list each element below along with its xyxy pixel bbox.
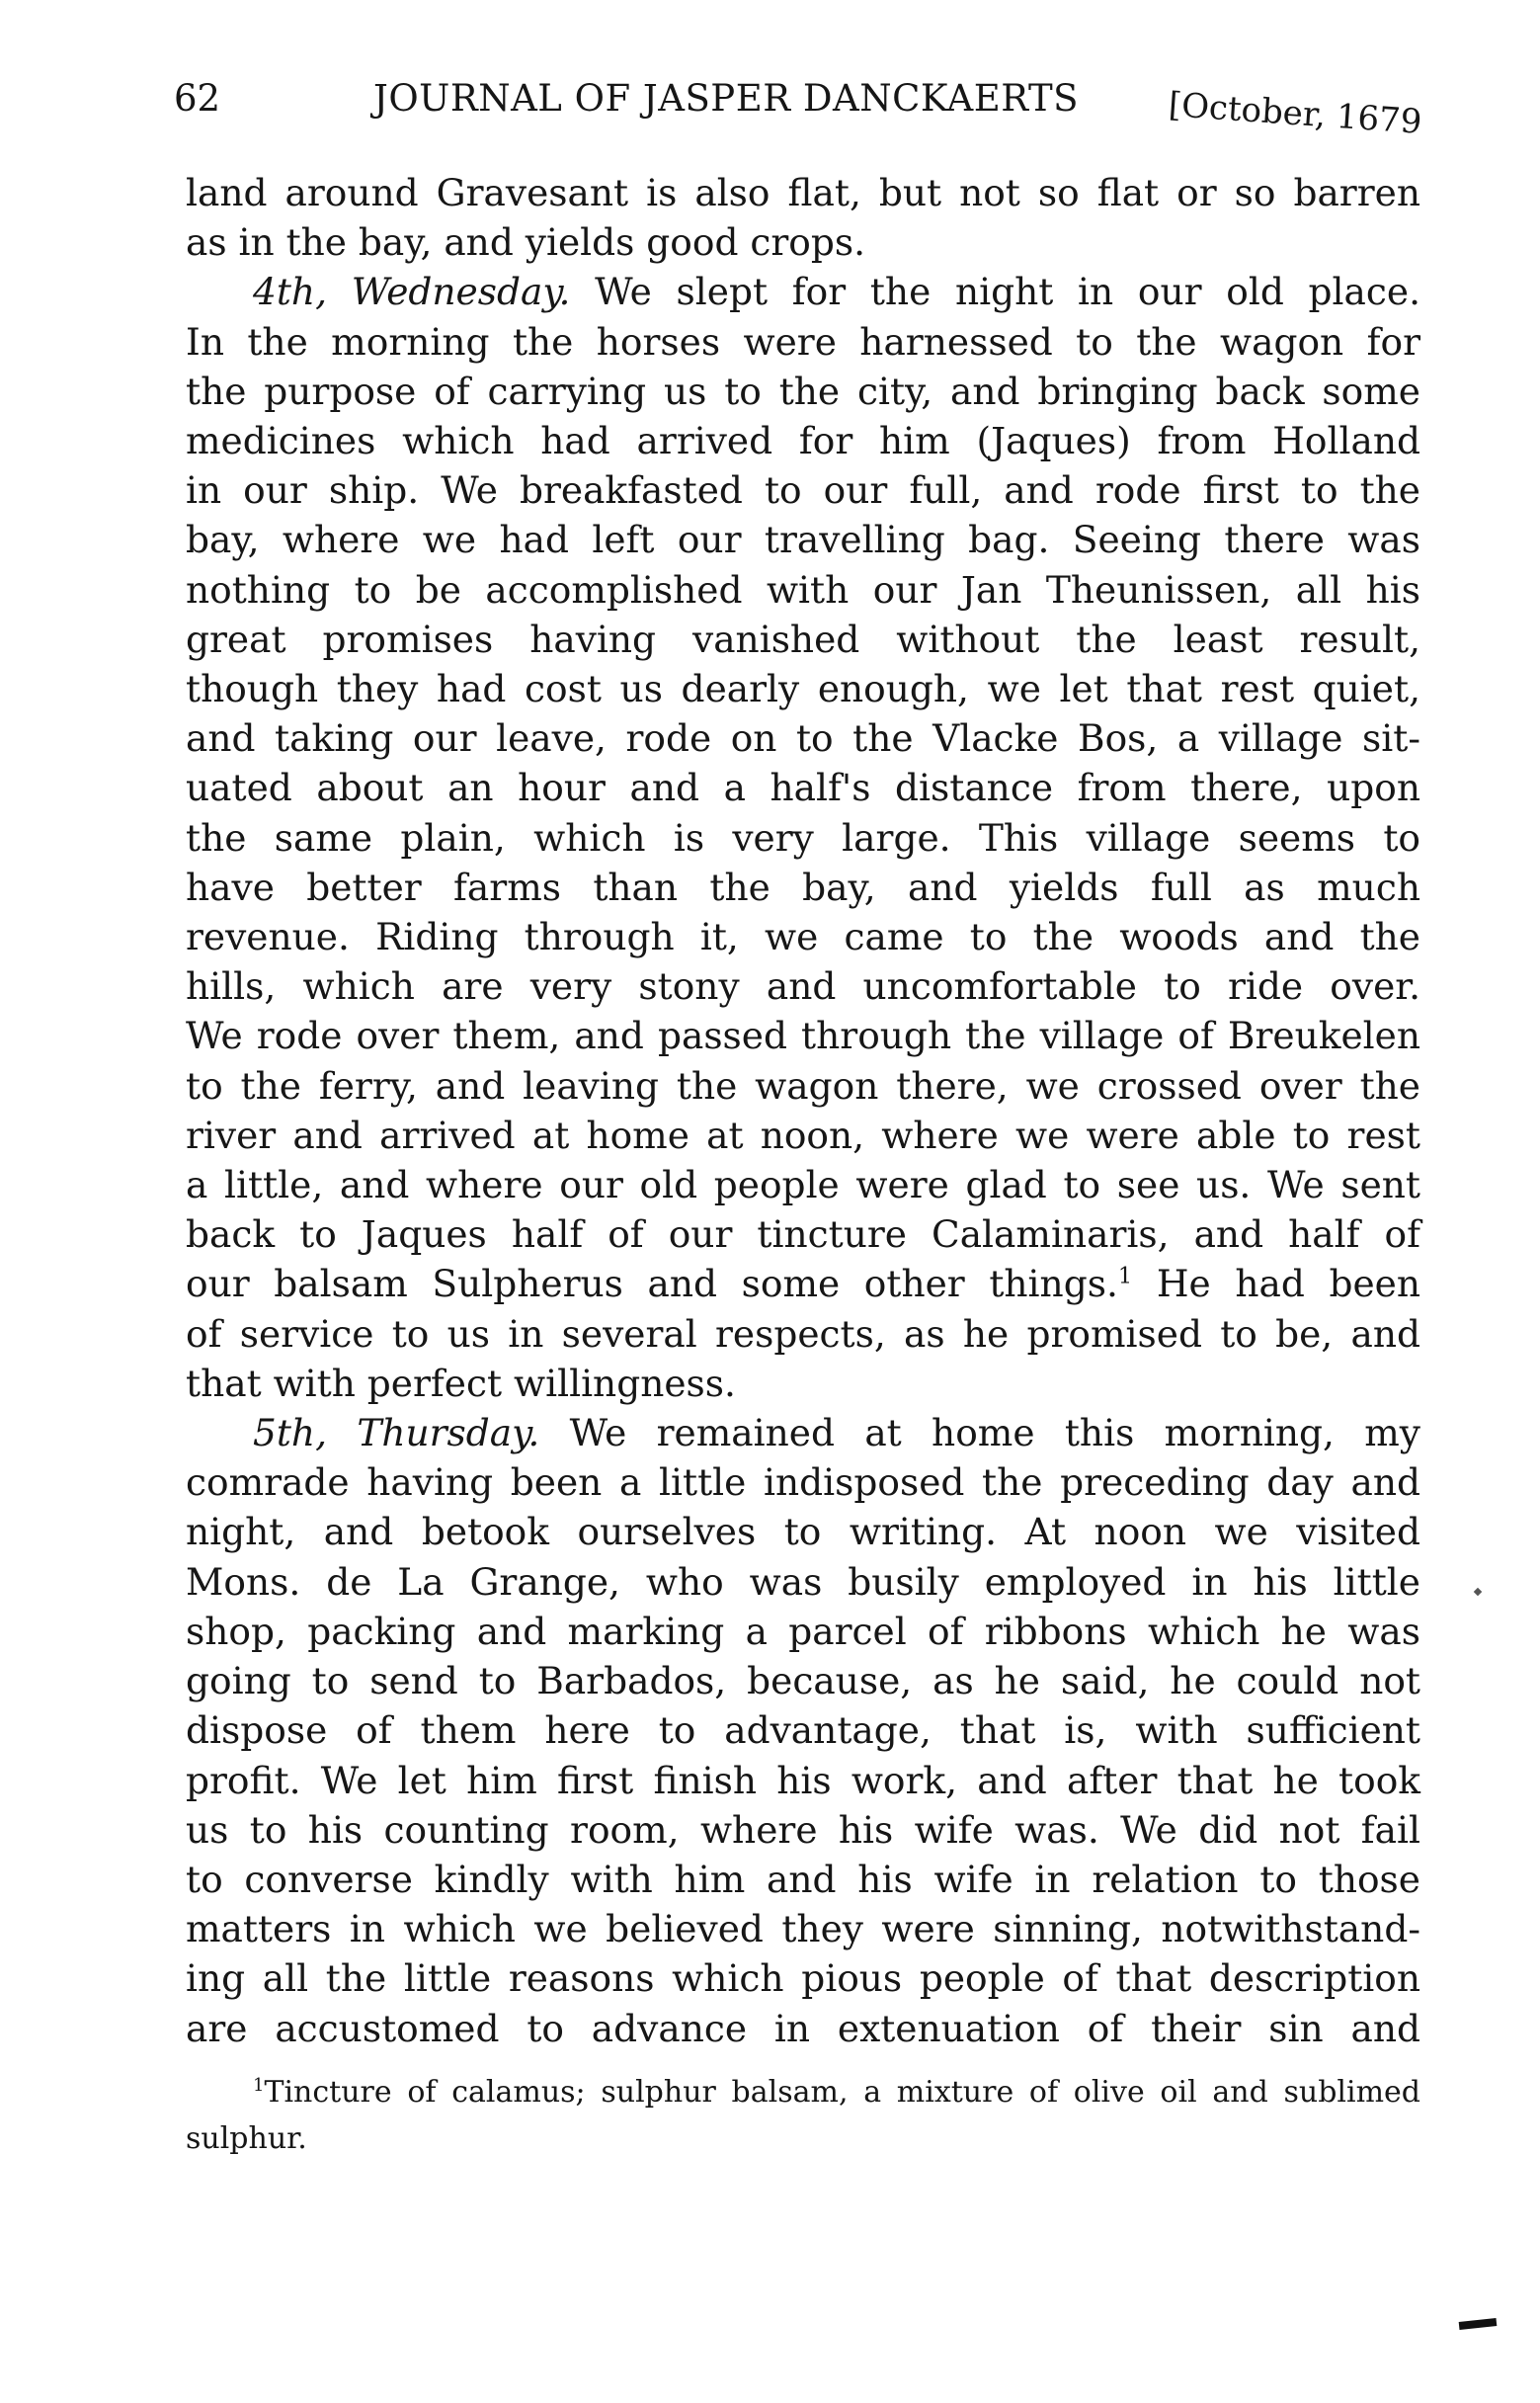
text-line: matters in which we believed they were sinning, notwithstand- xyxy=(186,1907,1420,1951)
text-line: as in the bay, and yields good crops. xyxy=(186,220,866,265)
footnote-line: sulphur. xyxy=(186,2120,307,2156)
text-fragment: our balsam Sulpherus and some other things. xyxy=(186,1262,1118,1306)
text-line: We rode over them, and passed through the village of Breukelen xyxy=(186,1014,1420,1058)
text-line: are accustomed to advance in extenuation of their sin and xyxy=(186,2006,1420,2050)
text-fragment: We remained at home this morning, my xyxy=(539,1411,1420,1455)
entry-date-label: 4th, Wednesday. xyxy=(253,270,571,314)
text-line: profit. We let him first finish his work, and after that he took xyxy=(186,1758,1420,1802)
text-line: uated about an hour and a half's distance from there, upon xyxy=(186,766,1420,810)
date-range: [October, 1679 xyxy=(1167,85,1423,142)
text-line: night, and betook ourselves to writing. At noon we visited xyxy=(186,1510,1420,1554)
text-line: to the ferry, and leaving the wagon there, we crossed over the xyxy=(186,1063,1420,1108)
text-line: bay, where we had left our travelling bag. Seeing there was xyxy=(186,518,1420,562)
text-line: a little, and where our old people were glad to see us. We sent xyxy=(186,1163,1420,1207)
stray-ink-mark xyxy=(1459,2318,1498,2330)
text-line: us to his counting room, where his wife was. We did not fail xyxy=(186,1807,1420,1852)
footnote xyxy=(186,2069,1420,2162)
book-page xyxy=(174,69,1423,2162)
text-line: land around Gravesant is also flat, but not so flat or so barren xyxy=(186,171,1420,214)
text-line: medicines which had arrived for him (Jaques) from Holland xyxy=(186,419,1420,463)
text-line: nothing to be accomplished with our Jan Theunissen, all his xyxy=(186,567,1420,612)
text-line: hills, which are very stony and uncomfortable to ride over. xyxy=(186,964,1420,1009)
text-line: revenue. Riding through it, we came to the woods and the xyxy=(186,915,1420,959)
footnote-marker: 1 xyxy=(253,2074,265,2096)
running-head xyxy=(174,69,1423,142)
body-text xyxy=(186,168,1420,2053)
text-line: the purpose of carrying us to the city, and bringing back some xyxy=(186,369,1420,413)
text-line xyxy=(186,1408,1420,1457)
text-fragment: Tincture of calamus; sulphur balsam, a mixture of olive oil and sublimed xyxy=(264,2074,1420,2110)
text-fragment: We slept for the night in our old place. xyxy=(570,270,1420,314)
text-line: ing all the little reasons which pious people of that description xyxy=(186,1956,1420,2001)
text-line: Mons. de La Grange, who was busily employed in his little xyxy=(186,1559,1420,1604)
text-line: to converse kindly with him and his wife in relation to those xyxy=(186,1857,1420,1901)
text-line: dispose of them here to advantage, that is, with sufficient xyxy=(186,1708,1420,1753)
text-line: of service to us in several respects, as he promised to be, and xyxy=(186,1311,1420,1356)
text-line: river and arrived at home at noon, where we were able to rest xyxy=(186,1113,1420,1157)
text-fragment: He had been xyxy=(1132,1262,1420,1306)
text-line: and taking our leave, rode on to the Vlacke Bos, a village sit- xyxy=(186,716,1420,761)
text-line: that with perfect willingness. xyxy=(186,1361,736,1405)
text-line: back to Jaques half of our tincture Calaminaris, and half of xyxy=(186,1212,1420,1257)
text-line xyxy=(186,1259,1420,1308)
text-line: In the morning the horses were harnessed to the wagon for xyxy=(186,319,1420,364)
text-line: comrade having been a little indisposed the preceding day and xyxy=(186,1460,1420,1505)
text-line: have better farms than the bay, and yields full as much xyxy=(186,865,1420,909)
text-line: in our ship. We breakfasted to our full, and rode first to the xyxy=(186,468,1420,513)
page-number: 62 xyxy=(174,77,221,120)
footnote-line xyxy=(186,2069,1420,2115)
text-line: great promises having vanished without the least result, xyxy=(186,617,1420,661)
journal-title: JOURNAL OF JASPER DANCKAERTS xyxy=(373,77,1080,120)
text-line: though they had cost us dearly enough, we let that rest quiet, xyxy=(186,667,1420,711)
text-line: the same plain, which is very large. This village seems to xyxy=(186,815,1420,860)
entry-date-label: 5th, Thursday. xyxy=(253,1411,540,1455)
margin-speck xyxy=(1474,1588,1482,1596)
footnote-reference: 1 xyxy=(1117,1263,1133,1289)
text-line xyxy=(186,267,1420,316)
text-line: shop, packing and marking a parcel of ribbons which he was xyxy=(186,1609,1420,1653)
text-line: going to send to Barbados, because, as he said, he could not xyxy=(186,1659,1420,1703)
